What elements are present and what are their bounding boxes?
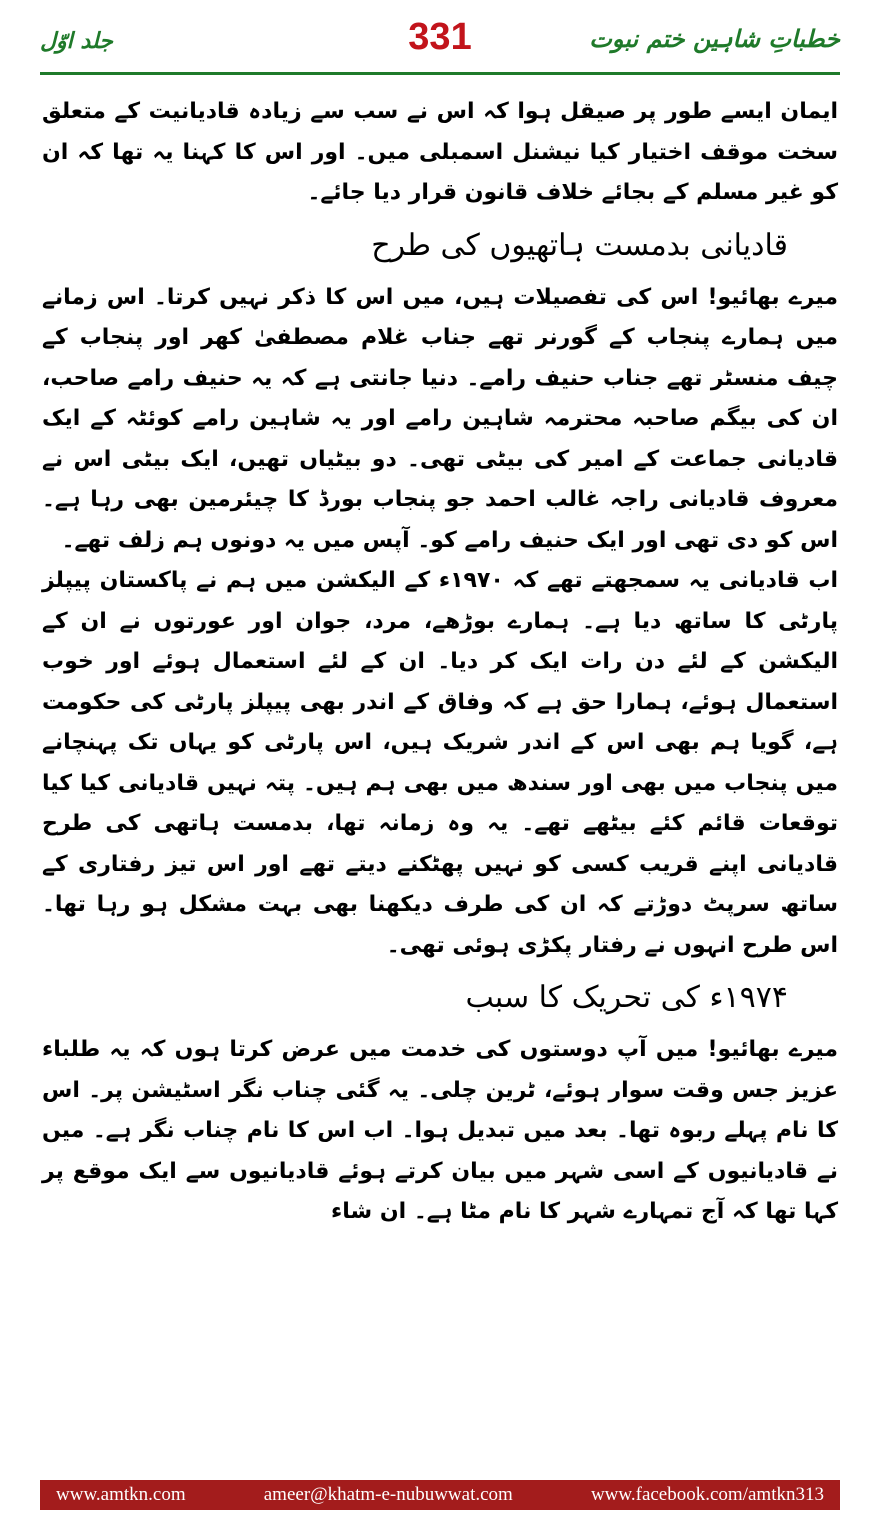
page-header — [40, 14, 840, 62]
header-divider — [40, 72, 840, 75]
volume-label: جلد اوّل — [40, 28, 113, 54]
paragraph-1: ایمان ایسے طور پر صیقل ہوا کہ اس نے سب سے زیادہ قادیانیت کے متعلق سخت موقف اختیار کیا نیشنل اسمبلی میں۔ اور اس کا کہنا یہ تھا کہ ان کو غیر مسلم کے بجائے خلاف قانون قرار دیا جائے۔ — [42, 99, 838, 205]
paragraph-2: میرے بھائیو! اس کی تفصیلات ہیں، میں اس کا ذکر نہیں کرتا۔ اس زمانے میں ہمارے پنجاب کے گورنر تھے جناب غلام مصطفیٰ کھر اور پنجاب کے چیف منسٹر تھے جناب حنیف رامے۔ دنیا جانتی ہے کہ یہ حنیف رامے صاحب، ان کی بیگم صاحبہ محترمہ شاہین رامے اور یہ شاہین رامے کوئٹہ کے ایک قادیانی جماعت کے امیر کی بیٹی تھی۔ دو بیٹیاں تھیں، ایک بیٹی اس نے معروف قادیانی راجہ غالب احمد جو پنجاب بورڈ کا چیئرمین بھی رہا ہے۔ اس کو دی تھی اور ایک حنیف رامے کو۔ آپس میں یہ دونوں ہم زلف تھے۔ — [42, 284, 838, 553]
section-heading-1: قادیانی بدمست ہاتھیوں کی طرح — [371, 227, 788, 263]
book-title: خطباتِ شاہین ختم نبوت — [589, 24, 840, 53]
section-heading-2: ۱۹۷۴ء کی تحریک کا سبب — [465, 980, 788, 1015]
page-number: 331 — [408, 16, 472, 58]
paragraph-3: اب قادیانی یہ سمجھتے تھے کہ ۱۹۷۰ء کے الیکشن میں ہم نے پاکستان پیپلز پارٹی کا ساتھ دیا ہے۔ ہمارے بوڑھے، مرد، جوان اور عورتوں نے ان کے الیکشن کے لئے دن رات ایک کر دیا۔ ان کے لئے استعمال ہوئے اور خوب استعمال ہوئے، ہمارا حق ہے کہ وفاق کے اندر بھی پیپلز پارٹی کی حکومت ہے، گویا ہم بھی اس کے اندر شریک ہیں، اس پارٹی کو یہاں تک پہنچانے میں پنجاب میں بھی اور سندھ میں بھی ہم ہیں۔ پتہ نہیں قادیانی کیا کیا توقعات قائم کئے بیٹھے تھے۔ یہ وہ زمانہ تھا، بدمست ہاتھی کی طرح قادیانی اپنے قریب کسی کو نہیں پھٹکنے دیتے تھے اور اس تیز رفتاری کے ساتھ سرپٹ دوڑتے کہ ان کی طرف دیکھنا بھی بہت مشکل ہو رہا تھا۔ اس طرح انہوں نے رفتار پکڑی ہوئی تھی۔ — [42, 568, 838, 958]
page-body — [42, 92, 838, 1233]
footer-website-link[interactable]: www.amtkn.com — [56, 1484, 186, 1505]
footer-facebook-link[interactable]: www.facebook.com/amtkn313 — [590, 1484, 824, 1505]
paragraph-4: میرے بھائیو! میں آپ دوستوں کی خدمت میں عرض کرتا ہوں کہ یہ طلباء عزیز جس وقت سوار ہوئے، ٹرین چلی۔ یہ گئی چناب نگر اسٹیشن پر۔ اس کا نام پہلے ربوہ تھا۔ بعد میں تبدیل ہوا۔ اب اس کا نام چناب نگر ہے۔ میں نے قادیانیوں کے اسی شہر میں بیان کرتے ہوئے قادیانیوں سے ایک موقع پر کہا تھا کہ آج تمہارے شہر کا نام مٹا ہے۔ ان شاء — [42, 1037, 838, 1224]
footer-bar — [40, 1480, 840, 1510]
footer-email-link[interactable]: ameer@khatm-e-nubuwwat.com — [263, 1484, 513, 1505]
